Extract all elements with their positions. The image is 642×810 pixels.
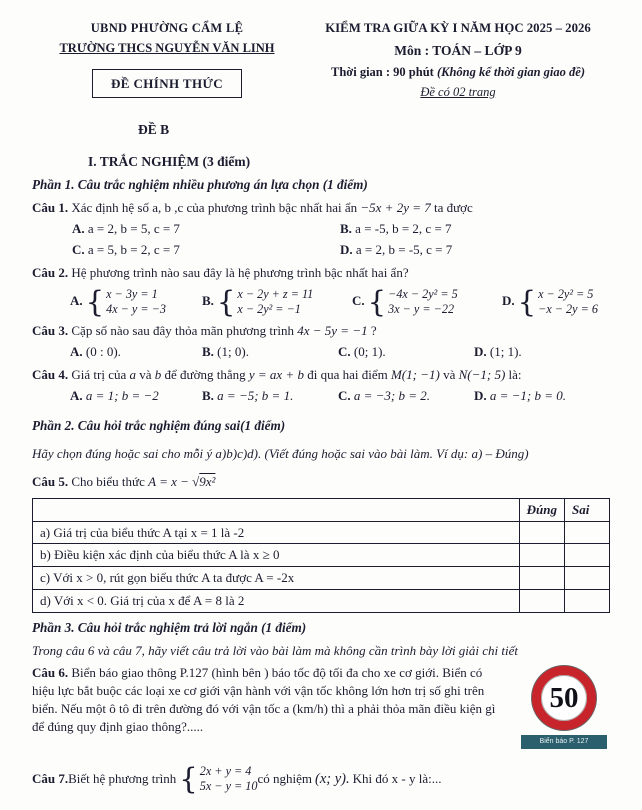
equation-line: 4x − y = −3	[106, 301, 166, 316]
option-label: A.	[70, 387, 83, 403]
table-header-row	[33, 498, 610, 521]
q3-options	[32, 343, 614, 361]
q7-label: Câu 7.	[32, 771, 69, 787]
q5-text: Cho biểu thức	[68, 473, 149, 489]
option-text: a = -5, b = 2, c = 7	[355, 221, 452, 237]
option-text: a = 2, b = 5, c = 7	[87, 221, 180, 237]
q1-options	[32, 220, 614, 259]
option-label: B.	[202, 292, 214, 308]
equation-line: 3x − y = −22	[388, 301, 455, 316]
q3-equation: 4x − 5y = −1	[297, 322, 368, 338]
question-7	[32, 764, 614, 794]
q7-solution-pair: (x; y).	[315, 771, 350, 788]
q2-option-b	[202, 287, 352, 317]
speed-limit-sign-icon	[532, 666, 596, 730]
q4-text: để đường thẳng	[161, 366, 249, 382]
part3-instruction: Trong câu 6 và câu 7, hãy viết câu trả lời vào bài làm mà không cần trình bày lời giải chi tiết	[32, 642, 519, 658]
q6-label: Câu 6.	[32, 665, 69, 681]
pages-note: Đề có 02 trang	[420, 84, 496, 99]
equation-line: { x − 3y = 1	[106, 287, 158, 301]
subject-line: Môn : TOÁN – LỚP 9	[394, 42, 522, 58]
question-6	[32, 664, 614, 746]
q4-option-a	[70, 387, 202, 405]
question-2	[32, 264, 614, 317]
q5-label: Câu 5.	[32, 473, 69, 489]
table-row	[33, 544, 610, 567]
q3-label: Câu 3.	[32, 322, 69, 338]
q4-text: Giá trị của	[68, 366, 130, 382]
equation-system	[179, 764, 257, 794]
option-label: D.	[340, 242, 353, 258]
q1-option-c	[72, 241, 340, 259]
statement-header-cell	[33, 498, 520, 521]
true-column-header: Đúng	[519, 498, 564, 521]
q3-option-c	[338, 343, 474, 361]
q3-option-a	[70, 343, 202, 361]
false-answer-cell	[565, 590, 610, 613]
q4-point-n: N(−1; 5)	[458, 366, 506, 382]
equation-line: x − 2y² = −1	[237, 301, 301, 316]
question-3	[32, 322, 614, 361]
false-answer-cell	[565, 521, 610, 544]
true-answer-cell	[519, 544, 564, 567]
equation-line: { −4x − 2y² = 5	[388, 287, 458, 301]
speed-limit-value: 50	[549, 682, 579, 715]
q4-text: và	[136, 366, 155, 382]
option-label: A.	[70, 292, 83, 308]
question-1	[32, 199, 614, 259]
q5-radicand: 9x²	[199, 473, 216, 489]
option-label: D.	[502, 292, 515, 308]
statement-cell: a) Giá trị của biểu thức A tại x = 1 là -2	[33, 521, 520, 544]
header	[32, 20, 614, 101]
q2-option-a	[70, 287, 202, 317]
equation-line: { 2x + y = 4	[199, 764, 252, 779]
q2-options	[32, 287, 614, 317]
q1-text-tail: ta được	[430, 200, 473, 216]
exam-title: KIỂM TRA GIỮA KỲ I NĂM HỌC 2025 – 2026	[325, 21, 591, 35]
part3-title: Phần 3. Câu hỏi trắc nghiệm trả lời ngắn (1 điểm)	[32, 620, 307, 636]
option-text: (1; 0).	[217, 343, 249, 359]
speed-limit-sign-figure	[514, 666, 614, 749]
option-text: a = 1; b = −2	[85, 387, 159, 403]
option-text: a = −5; b = 1.	[217, 387, 294, 403]
q1-text: Xác định hệ số a, b ,c của phương trình bậc nhất hai ẩn	[68, 200, 361, 216]
equation-line: 5x − y = 10	[199, 779, 258, 794]
exam-code: ĐỀ B	[138, 121, 170, 137]
option-text: a = −1; b = 0.	[489, 387, 567, 403]
option-label: C.	[72, 242, 85, 258]
duration-note: (Không kể thời gian giao đề)	[436, 65, 585, 80]
statement-cell: c) Với x > 0, rút gọn biểu thức A ta được A = -2x	[33, 567, 520, 590]
option-label: B.	[340, 221, 352, 237]
q1-option-d	[340, 241, 614, 259]
duration-text: Thời gian : 90 phút	[331, 65, 437, 80]
part2-instruction: Hãy chọn đúng hoặc sai cho mỗi ý a)b)c)d). (Viết đúng hoặc sai vào bài làm. Ví dụ: a) – Đúng)	[32, 445, 529, 461]
part1-title: Phần 1. Câu trắc nghiệm nhiều phương án lựa chọn (1 điểm)	[32, 177, 368, 193]
section1-title: I. TRẮC NGHIỆM (3 điểm)	[88, 154, 251, 170]
question-4	[32, 366, 614, 405]
option-label: D.	[474, 343, 487, 359]
option-label: C.	[338, 343, 351, 359]
option-label: A.	[72, 221, 85, 237]
q6-text: Biển báo giao thông P.127 (hình bên ) báo tốc độ tối đa cho xe cơ giới. Biển có hiệu lực bắt buộc các loại xe cơ giới vận hành với vận tốc không lớn hơn trị số ghi trên biển. Nếu một ô tô đi trên đường đó với vận tốc a (km/h) thì a phải thỏa mãn điều kiện gì để đúng quy định giao thông?.....	[32, 665, 496, 735]
true-answer-cell	[519, 567, 564, 590]
option-label: B.	[202, 387, 214, 403]
true-false-table	[32, 498, 610, 614]
false-column-header: Sai	[565, 498, 610, 521]
table-row	[33, 567, 610, 590]
part2-title: Phần 2. Câu hỏi trắc nghiệm đúng sai(1 điểm)	[32, 417, 286, 433]
q4-option-b	[202, 387, 338, 405]
official-exam-box: ĐỀ CHÍNH THỨC	[92, 69, 242, 99]
option-text: (0 : 0).	[85, 343, 121, 359]
q1-option-a	[72, 220, 340, 238]
option-text: (0; 1).	[353, 343, 386, 359]
q4-var-b: b	[154, 366, 162, 382]
option-label: B.	[202, 343, 214, 359]
q4-option-c	[338, 387, 474, 405]
q7-text-tail: Khi đó x - y là:...	[352, 771, 442, 787]
q4-label: Câu 4.	[32, 366, 69, 382]
q3-text: Cặp số nào sau đây thỏa mãn phương trình	[68, 322, 298, 338]
q4-var-a: a	[129, 366, 136, 382]
option-text: a = 2, b = -5, c = 7	[355, 242, 453, 258]
q3-option-d	[474, 343, 614, 361]
q5-formula-prefix: A = x − √	[148, 473, 200, 489]
q4-equation: y = ax + b	[248, 366, 304, 382]
equation-line: { x − 2y + z = 11	[237, 287, 314, 301]
option-label: C.	[352, 292, 365, 308]
sign-caption: Biển báo P. 127	[521, 735, 607, 749]
q7-text: có nghiệm	[257, 771, 313, 787]
q4-point-m: M(1; −1)	[390, 366, 440, 382]
equation-line: { x − 2y² = 5	[538, 287, 594, 301]
statement-cell: d) Với x < 0. Giá trị của x để A = 8 là 2	[33, 590, 520, 613]
table-row	[33, 590, 610, 613]
q1-option-b	[340, 220, 614, 238]
table-row	[33, 521, 610, 544]
q4-text-tail: là:	[505, 366, 522, 382]
header-right	[302, 20, 614, 101]
q2-option-c	[352, 287, 502, 317]
header-left	[32, 20, 302, 101]
school-name: TRƯỜNG THCS NGUYỄN VĂN LINH	[59, 41, 275, 56]
q3-option-b	[202, 343, 338, 361]
q4-text: và	[439, 366, 459, 382]
q1-label: Câu 1.	[32, 200, 69, 216]
false-answer-cell	[565, 567, 610, 590]
true-answer-cell	[519, 521, 564, 544]
q7-text: Biết hệ phương trình	[68, 771, 177, 787]
equation-line: −x − 2y = 6	[538, 301, 598, 316]
question-5	[32, 473, 614, 614]
q2-option-d	[502, 287, 614, 317]
q2-label: Câu 2.	[32, 265, 69, 281]
equation-system	[217, 287, 313, 317]
q1-equation: −5x + 2y = 7	[360, 200, 431, 216]
equation-system	[368, 287, 458, 317]
option-text: (1; 1).	[489, 343, 522, 359]
true-answer-cell	[519, 590, 564, 613]
q4-option-d	[474, 387, 614, 405]
option-label: C.	[338, 387, 351, 403]
q4-options	[32, 387, 614, 405]
option-label: A.	[70, 343, 83, 359]
q2-text: Hệ phương trình nào sau đây là hệ phương trình bậc nhất hai ẩn?	[68, 265, 409, 281]
option-label: D.	[474, 387, 487, 403]
organization-name: UBND PHƯỜNG CẨM LỆ	[90, 21, 244, 35]
equation-system	[86, 287, 166, 317]
q3-text-tail: ?	[367, 322, 377, 338]
false-answer-cell	[565, 544, 610, 567]
option-text: a = 5, b = 2, c = 7	[87, 242, 180, 258]
equation-system	[518, 287, 598, 317]
option-text: a = −3; b = 2.	[353, 387, 431, 403]
statement-cell: b) Điều kiện xác định của biểu thức A là x ≥ 0	[33, 544, 520, 567]
duration-line	[302, 64, 614, 81]
q5-formula	[148, 474, 215, 489]
q4-text: đi qua hai điểm	[303, 366, 391, 382]
